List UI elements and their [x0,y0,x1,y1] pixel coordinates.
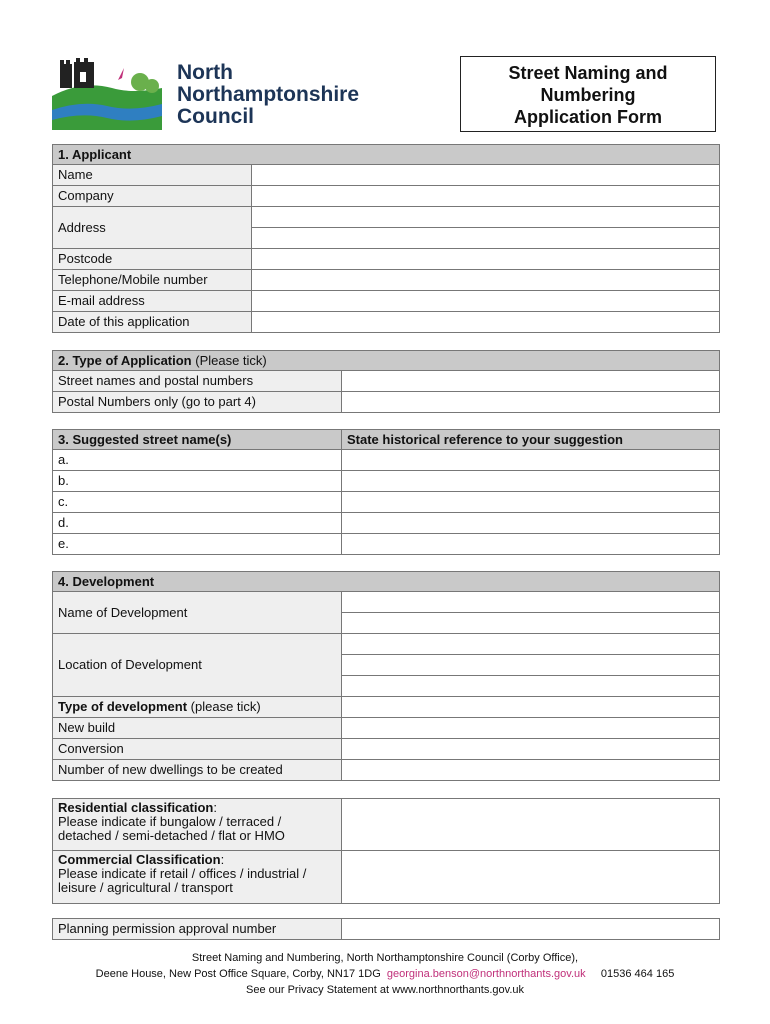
development-type-blank [342,697,720,718]
footer [0,950,770,998]
section1-heading: 1. Applicant [53,145,720,165]
address-field-line2[interactable] [252,228,720,249]
section2-heading-note: (Please tick) [191,352,267,368]
postcode-field[interactable] [252,249,720,270]
planning-table [52,918,720,940]
conversion-tick[interactable] [342,739,720,760]
residential-classification-text: Please indicate if bungalow / terraced / detached / semi-detached / flat or HMO [58,814,285,843]
application-type-table [52,350,720,413]
form-title-line3: Application Form [514,107,662,127]
org-name-line1: North [177,61,233,84]
development-name-label: Name of Development [53,592,342,634]
historical-reference-c[interactable] [342,492,720,513]
email-field[interactable] [252,291,720,312]
commercial-classification-title: Commercial Classification [58,852,221,867]
street-name-d[interactable]: d. [53,513,342,534]
historical-reference-d[interactable] [342,513,720,534]
section4-heading: 4. Development [53,572,720,592]
section2-heading [53,351,720,371]
address-label: Address [53,207,252,249]
telephone-label: Telephone/Mobile number [53,270,252,291]
development-table [52,571,720,781]
option-postal-only-label: Postal Numbers only (go to part 4) [53,392,342,413]
name-label: Name [53,165,252,186]
planning-permission-field[interactable] [342,919,720,940]
street-name-c[interactable]: c. [53,492,342,513]
development-location-field-line1[interactable] [342,634,720,655]
council-logo-icon [52,58,177,130]
development-type-label [53,697,342,718]
dwellings-count-field[interactable] [342,760,720,781]
development-location-field-line2[interactable] [342,655,720,676]
commercial-classification-field[interactable] [342,851,720,904]
company-field[interactable] [252,186,720,207]
residential-classification-title: Residential classification [58,800,214,815]
development-location-label: Location of Development [53,634,342,697]
section3-heading-right: State historical reference to your suggestion [342,430,720,450]
telephone-field[interactable] [252,270,720,291]
development-name-field-line2[interactable] [342,613,720,634]
development-type-note: (please tick) [187,699,261,714]
dwellings-count-label: Number of new dwellings to be created [53,760,342,781]
new-build-label: New build [53,718,342,739]
footer-email-link[interactable]: georgina.benson@northnorthants.gov.uk [386,968,586,980]
date-field[interactable] [252,312,720,333]
conversion-label: Conversion [53,739,342,760]
form-title-line2: Numbering [540,85,636,105]
street-name-e[interactable]: e. [53,534,342,555]
org-name-line3: Council [177,105,254,128]
footer-line2 [0,966,770,982]
footer-phone: 01536 464 165 [600,968,675,980]
section2-heading-text: 2. Type of Application [58,352,192,368]
new-build-tick[interactable] [342,718,720,739]
residential-classification-label: Residential classification: Please indicate if bungalow / terraced / detached / semi-detached / flat or HMO [53,799,342,851]
historical-reference-a[interactable] [342,450,720,471]
development-type-title: Type of development [58,699,188,714]
planning-permission-label: Planning permission approval number [53,919,342,940]
classification-table [52,798,720,904]
form-title [460,56,716,132]
date-label: Date of this application [53,312,252,333]
development-name-field-line1[interactable] [342,592,720,613]
org-name-line2: Northamptonshire [177,83,360,106]
email-label: E-mail address [53,291,252,312]
historical-reference-b[interactable] [342,471,720,492]
footer-line3: See our Privacy Statement at www.northnorthants.gov.uk [246,984,524,996]
street-names-table [52,429,720,555]
postcode-label: Postcode [53,249,252,270]
footer-address: Deene House, New Post Office Square, Corby, NN17 1DG [95,968,381,980]
form-title-line1: Street Naming and [508,63,668,83]
name-field[interactable] [252,165,720,186]
option-postal-only-tick[interactable] [342,392,720,413]
address-field-line1[interactable] [252,207,720,228]
commercial-classification-label: Commercial Classification: Please indicate if retail / offices / industrial / leisure / agricultural / transport [53,851,342,904]
option-street-names-label: Street names and postal numbers [53,371,342,392]
org-name [177,62,359,128]
applicant-table [52,144,720,333]
street-name-b[interactable]: b. [53,471,342,492]
company-label: Company [53,186,252,207]
section3-heading: 3. Suggested street name(s) [53,430,342,450]
street-name-a[interactable]: a. [53,450,342,471]
commercial-classification-text: Please indicate if retail / offices / industrial / leisure / agricultural / transport [58,866,307,895]
footer-line1: Street Naming and Numbering, North Northamptonshire Council (Corby Office), [191,952,579,964]
residential-classification-field[interactable] [342,799,720,851]
historical-reference-e[interactable] [342,534,720,555]
development-location-field-line3[interactable] [342,676,720,697]
option-street-names-tick[interactable] [342,371,720,392]
